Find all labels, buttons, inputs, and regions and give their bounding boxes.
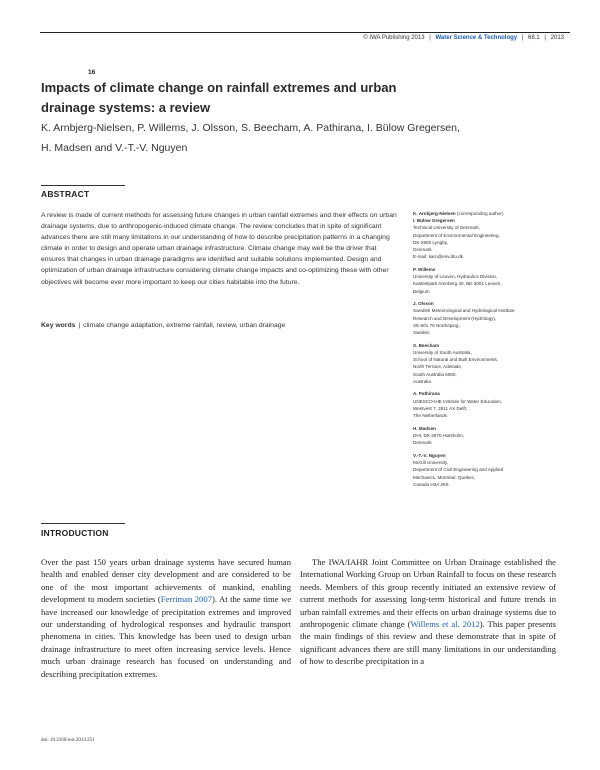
affiliation-line: School of Natural and Built Environments, <box>413 357 499 363</box>
affiliation-line: UNESCO-IHE Institute for Water Education, <box>413 398 503 404</box>
affiliation-entry <box>413 217 573 260</box>
affiliation-entry <box>413 266 573 295</box>
intro-column-left <box>41 556 291 680</box>
introduction-rule <box>41 523 125 524</box>
affiliation-author: P. Willems <box>413 266 436 272</box>
affiliation-author: K. Arnbjerg-Nielsen <box>413 211 456 216</box>
separator: | <box>521 35 524 41</box>
affiliation-line: E-mail: karn@env.dtu.dk <box>413 254 464 260</box>
affiliation-line: Westvest 7, 2611 AX Delft, <box>413 405 468 411</box>
affiliation-line: Denmark <box>413 440 432 446</box>
affiliation-line: Belgium <box>413 288 430 294</box>
affiliation-line: Department of Environmental Engineering, <box>413 232 500 238</box>
doi: doi: 10.2166/wst.2013.251 <box>41 738 95 743</box>
keywords <box>41 320 399 331</box>
separator: | <box>429 35 431 41</box>
introduction-heading: INTRODUCTION <box>41 528 109 538</box>
year: 2013 <box>550 35 564 41</box>
affiliation-note: (corresponding author) <box>455 211 504 216</box>
affiliation-line: Mechanics, Montreal, Quebec, <box>413 474 476 480</box>
affiliation-line: University of South Australia, <box>413 349 472 355</box>
affiliation-author: S. Beecham <box>413 342 440 348</box>
affiliation-line: DK-2800 Lyngby, <box>413 239 448 245</box>
citation-link[interactable]: Ferriman 2007 <box>160 594 212 605</box>
affiliations <box>413 210 573 493</box>
paper-title: Impacts of climate change on rainfall extremes and urban drainage systems: a review <box>41 80 397 115</box>
affiliation-line: Australia <box>413 378 431 384</box>
affiliation-line: Canada H3A 2K6 <box>413 481 449 487</box>
affiliation-line: McGill University, <box>413 460 449 466</box>
author-list: K. Arnbjerg-Nielsen, P. Willems, J. Olsson, S. Beecham, A. Pathirana, I. Bülow Gregersen, H. Madsen and V.-T.-V. Nguyen <box>41 122 460 154</box>
affiliation-line: DHI, DK-2970 Hørsholm, <box>413 432 465 438</box>
affiliation-entry <box>413 300 573 336</box>
citation-link[interactable]: Willems et al. 2012 <box>410 619 480 630</box>
affiliation-line: Technical University of Denmark, <box>413 225 480 231</box>
keywords-text: climate change adaptation, extreme rainfall, review, urban drainage <box>83 322 286 329</box>
affiliation-line: The Netherlands <box>413 413 447 419</box>
affiliation-author: H. Madsen <box>413 425 436 431</box>
affiliation-line: Sweden <box>413 330 430 336</box>
header-rule <box>40 32 570 33</box>
affiliation-line: Department of Civil Engineering and Applied <box>413 467 504 473</box>
intro-column-right <box>300 556 556 668</box>
journal-name: Water Science & Technology <box>435 35 518 41</box>
affiliation-line: Swedish Meteorological and Hydrological Institute, <box>413 308 516 314</box>
intro-right-text: The IWA/IAHR Joint Committee on Urban Drainage established the International Working Group on Urban Rainfall to focus on these research needs. Members of this group recently initiated an extensive review of current methods for assessing long-term historical and future trends in urban rainfall extremes and their effects on urban drainage systems due to anthropogenic climate change ( <box>300 557 556 630</box>
affiliation-author: V.-T.-V. Nguyen <box>413 452 446 458</box>
intro-left-text-cont: ). At the same time we have increased our knowledge of precipitation extremes and improved our understanding of hydrological responses and hydraulic transport phenomena in cities. This knowledge has been used to design urban drainage infrastructure to meet often increasing service levels. Hence much urban drainage research has focused on understanding and describing precipitation extremes. <box>41 594 292 679</box>
separator: | <box>544 35 546 41</box>
affiliation-entry <box>413 425 573 447</box>
affiliation-line: South Australia 5000, <box>413 371 457 377</box>
affiliation-line: Research and Development (Hydrology), <box>413 315 497 321</box>
affiliation-author: I. Bülow Gregersen <box>413 218 455 224</box>
separator: | <box>78 322 81 329</box>
affiliation-line: SE-601 76 Norrköping, <box>413 322 460 328</box>
affiliation-entry <box>413 390 573 419</box>
affiliation-entry <box>413 210 573 217</box>
volume: 68.1 <box>528 35 540 41</box>
intro-left-text: Over the past 150 years urban drainage systems have secured human health and enabled denser city development and are considered to be one of the most important achievements of mankind, enabling development to modern societies ( <box>41 557 291 605</box>
affiliation-entry <box>413 452 573 488</box>
keywords-label: Key words <box>41 322 76 329</box>
page-number: 16 <box>88 69 96 76</box>
affiliation-line: Denmark <box>413 247 432 253</box>
abstract-heading: ABSTRACT <box>41 189 90 199</box>
abstract-rule <box>41 185 125 186</box>
affiliation-entry <box>413 342 573 385</box>
abstract-text: A review is made of current methods for assessing future changes in urban rainfall extremes and their effects on urban drainage systems, due to anthropogenic-induced climate change. The review concludes that in spite of significant advances there are still many limitations in our understanding of how to describe precipitation patterns in a changing climate in order to design and operate urban drainage infrastructure. Climate change may well be the driver that ensures that changes in urban drainage paradigms are identified and suitable solutions implemented. Design and optimization of urban drainage infrastructure considering climate change impacts and co-optimizing these with other objectives will become ever more important to keep our cities habitable into the future. <box>41 212 397 286</box>
journal-info <box>363 35 564 41</box>
publisher: © IWA Publishing 2013 <box>363 35 425 41</box>
affiliation-line: Kasteelpark Arenberg 40, BE-3001 Leuven, <box>413 281 502 287</box>
affiliation-author: J. Olsson <box>413 301 434 307</box>
intro-right-text-cont: ). This paper presents the main findings of this review and these demonstrate that in spite of significant advances there are still many limitations in our understanding of how to describe precipitation in a <box>300 619 556 667</box>
affiliation-author: A. Pathirana <box>413 391 440 397</box>
affiliation-line: North Terrace, Adelaide, <box>413 364 463 370</box>
affiliation-line: University of Leuven, Hydraulics Division, <box>413 274 498 280</box>
